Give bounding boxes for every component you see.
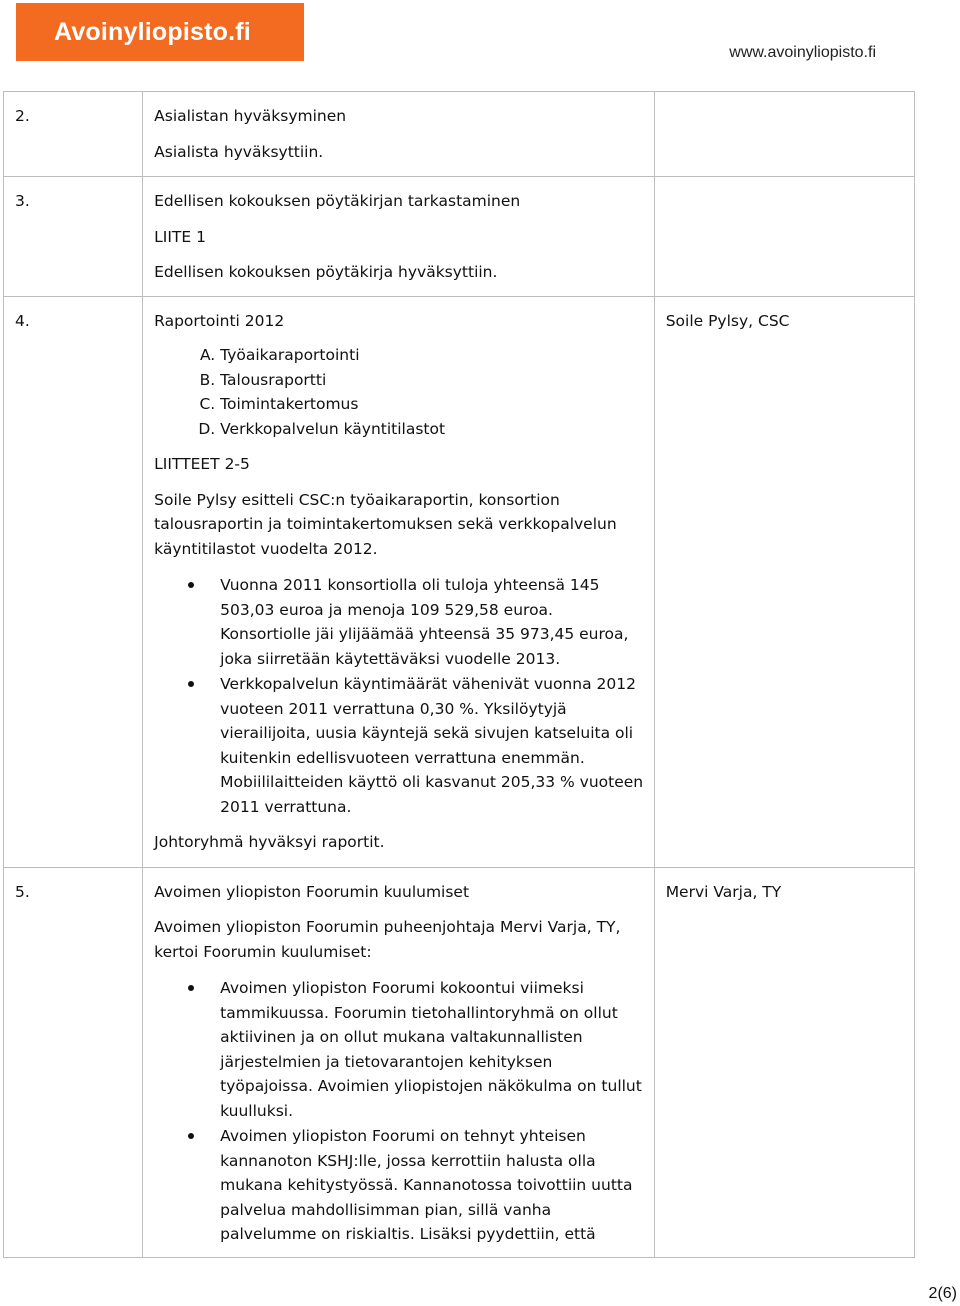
item-conclusion: Johtoryhmä hyväksyi raportit. <box>154 833 385 851</box>
attachment-label: LIITTEET 2-5 <box>154 455 250 473</box>
item-responsible-cell <box>654 92 914 177</box>
item-number-cell <box>4 177 143 297</box>
sublist-item: C. Toimintakertomus <box>220 392 646 417</box>
item-number: 5. <box>15 882 30 901</box>
minutes-table <box>3 91 915 1258</box>
item-number: 4. <box>15 311 30 330</box>
item-content-cell <box>143 867 655 1257</box>
item-content-cell <box>143 177 655 297</box>
bullet-list <box>154 573 646 819</box>
sublist-item: A. Työaikaraportointi <box>220 343 646 368</box>
item-responsible-cell <box>654 867 914 1257</box>
item-number: 3. <box>15 192 30 210</box>
item-title: Raportointi 2012 <box>154 311 285 330</box>
item-content-cell <box>143 296 655 867</box>
item-number-cell <box>4 296 143 867</box>
item-title: Edellisen kokouksen pöytäkirjan tarkastaminen <box>154 192 521 210</box>
item-text: Edellisen kokouksen pöytäkirja hyväksyttiin. <box>154 263 498 281</box>
item-paragraph: Avoimen yliopiston Foorumin puheenjohtaja Mervi Varja, TY, kertoi Foorumin kuulumiset: <box>154 918 621 961</box>
sublist-item: B. Talousraportti <box>220 368 646 393</box>
sublist-item: D. Verkkopalvelun käyntitilastot <box>220 417 646 442</box>
item-number-cell <box>4 867 143 1257</box>
item-content-cell <box>143 92 655 177</box>
item-title: Avoimen yliopiston Foorumin kuulumiset <box>154 882 470 901</box>
bullet-item: Verkkopalvelun käyntimäärät vähenivät vuonna 2012 vuoteen 2011 verrattuna 0,30 %. Yksilöytyjä vierailijoita, uusia käyntejä sekä sivujen katseluita oli kuitenkin edellisvuoteen verrattuna enemmän. Mobiililaitteiden käyttö oli kasvanut 205,33 % vuoteen 2011 verrattuna. <box>220 672 646 819</box>
item-responsible: Mervi Varja, TY <box>665 882 782 901</box>
item-title: Asialistan hyväksyminen <box>154 107 347 125</box>
item-responsible-cell <box>654 177 914 297</box>
agenda-item-row <box>4 867 915 1257</box>
bullet-item: Vuonna 2011 konsortiolla oli tuloja yhteensä 145 503,03 euroa ja menoja 109 529,58 euroa. Konsortiolle jäi ylijäämää yhteensä 35 973,45 euroa, joka siirretään käytettäväksi vuodelle 2013. <box>220 573 646 671</box>
logo-text: Avoinyliopisto.fi <box>54 17 251 46</box>
avoinyliopisto-logo <box>16 3 304 61</box>
bullet-list <box>154 976 646 1247</box>
attachment-label: LIITE 1 <box>154 227 206 246</box>
agenda-item-row <box>4 296 915 867</box>
item-text: Asialista hyväksyttiin. <box>154 142 324 161</box>
bullet-item: Avoimen yliopiston Foorumi on tehnyt yhteisen kannanoton KSHJ:lle, jossa kerrottiin halusta olla mukana kehitystyössä. Kannanotossa toivottiin uutta palvelua mahdollisimman pian, sillä vanha palvelumme on riskialtis. Lisäksi pyydettiin, että <box>220 1124 646 1247</box>
item-number: 2. <box>15 107 30 125</box>
bullet-item: Avoimen yliopiston Foorumi kokoontui viimeksi tammikuussa. Foorumin tietohallintoryhmä on ollut aktiivinen ja on ollut mukana valtakunnallisten järjestelmien ja tietovarantojen kehityksen työpajoissa. Avoimien yliopistojen näkökulma on tullut kuulluksi. <box>220 976 646 1123</box>
item-paragraph: Soile Pylsy esitteli CSC:n työaikaraportin, konsortion talousraportin ja toimintakertomuksen sekä verkkopalvelun käyntitilastot vuodelta 2012. <box>154 490 617 558</box>
page-number: 2(6) <box>928 1285 957 1302</box>
item-number-cell <box>4 92 143 177</box>
report-sublist <box>154 343 646 441</box>
site-url: www.avoinyliopisto.fi <box>729 44 876 61</box>
item-responsible-cell <box>654 296 914 867</box>
item-responsible: Soile Pylsy, CSC <box>665 311 790 330</box>
agenda-item-row <box>4 92 915 177</box>
agenda-item-row <box>4 177 915 297</box>
